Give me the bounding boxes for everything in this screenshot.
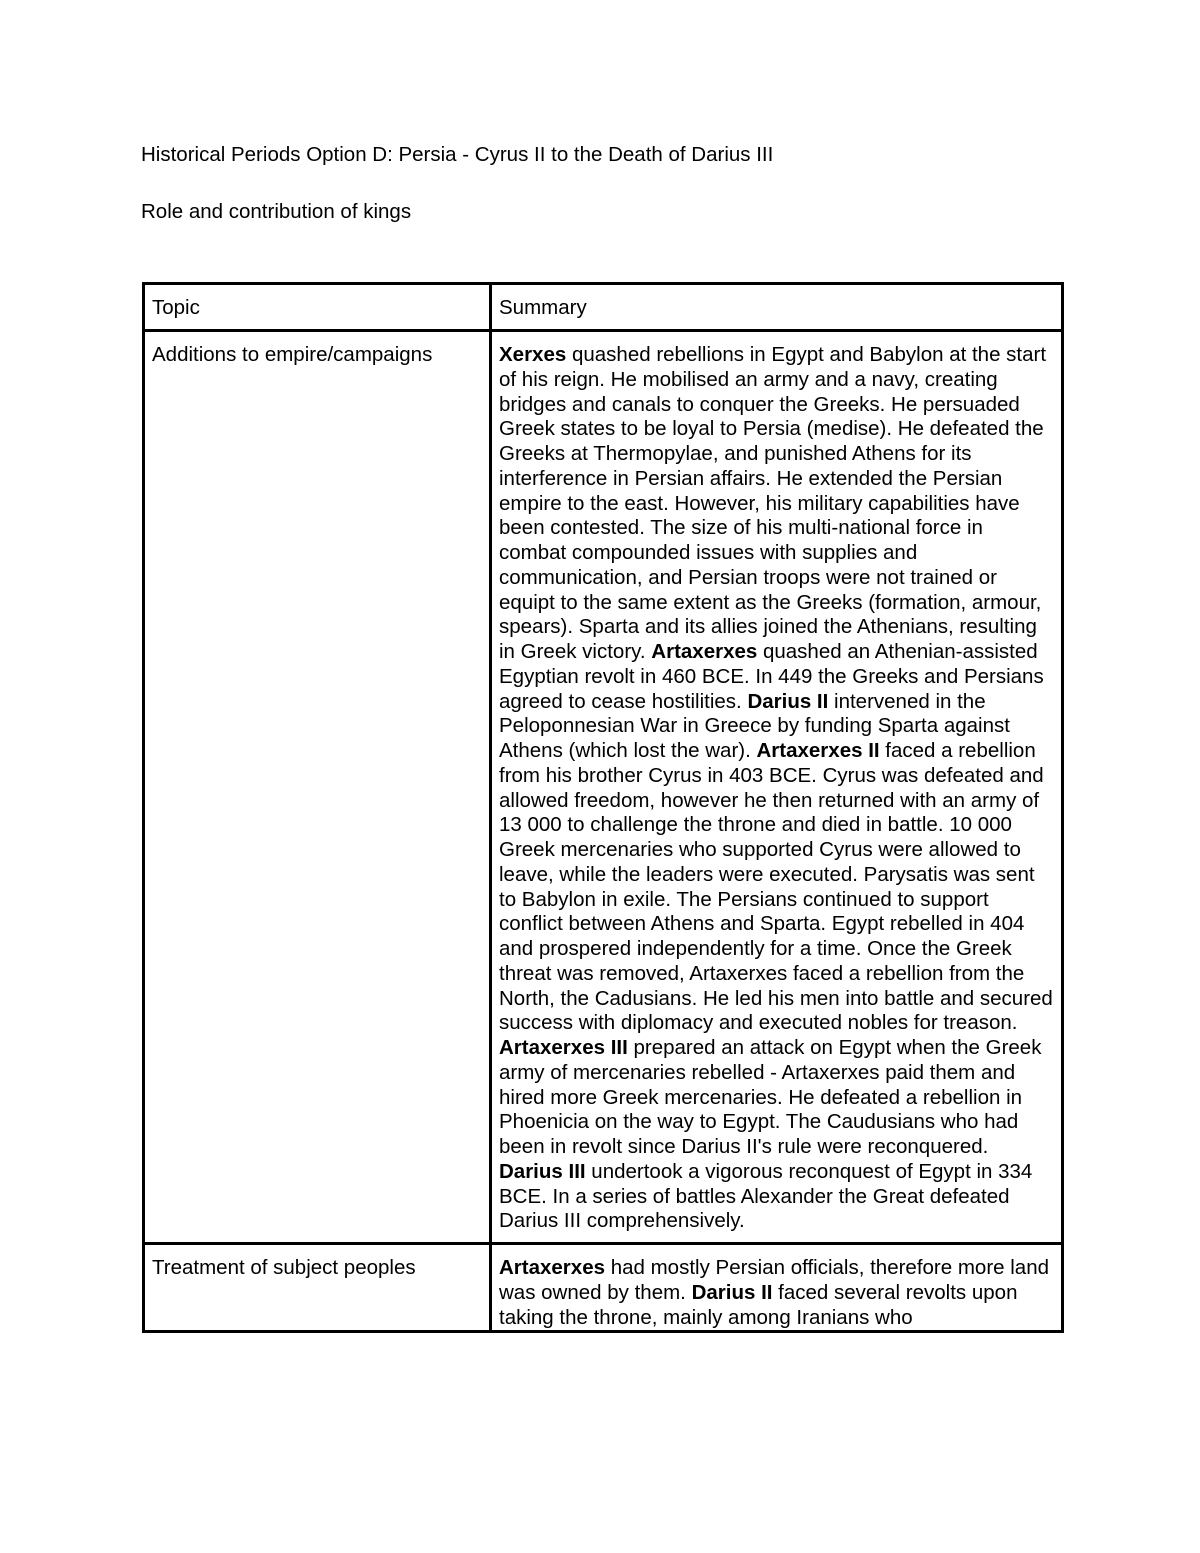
summary-text-segment: Artaxerxes III [499,1036,628,1059]
summary-text-segment: Artaxerxes II [756,739,880,762]
document-subtitle: Role and contribution of kings [141,200,412,223]
summary-text-segment: prepared an attack on Egypt when the Greek army of mercenaries rebelled - Artaxerxes paid them and hired more Greek mercenaries. He defeated a rebellion in Phoenicia on the way to Egypt. The Caudusians who had been in revolt since Darius II's rule were reconquered. [499,1036,1042,1158]
column-header-summary: Summary [491,284,1063,331]
summary-text-segment: had mostly Persian officials, therefore more land was owned by them. [499,1256,1050,1304]
kings-summary-table [142,282,1064,1333]
summary-text-segment: Artaxerxes [499,1256,605,1279]
summary-text-segment: undertook a vigorous reconquest of Egypt in 334 BCE. In a series of battles Alexander the Great defeated Darius III comprehensively. [499,1159,1033,1233]
summary-text-segment: Darius II [747,689,829,713]
summary-text-segment: intervened in the Peloponnesian War in Greece by funding Sparta against Athens (which lost the war). [499,689,1010,762]
summary-cell [491,331,1063,1244]
summary-text-segment: Xerxes [499,343,567,366]
summary-text-segment: Darius III [499,1159,586,1183]
summary-text-segment: quashed an Athenian-assisted Egyptian revolt in 460 BCE. In 449 the Greeks and Persians agreed to cease hostilities. [499,640,1044,713]
summary-text-segment: Darius II [691,1280,773,1304]
summary-text-segment: quashed rebellions in Egypt and Babylon at the start of his reign. He mobilised an army and a navy, creating bridges and canals to conquer the Greeks. He persuaded Greek states to be loyal to Persia (medise). He defeated the Greeks at Thermopylae, and punished Athens for its interference in Persian affairs. He extended the Persian empire to the east. However, his military capabilities have been contested. The size of his multi-national force in combat compounded issues with supplies and communication, and Persian troops were not trained or equipt to the same extent as the Greeks (formation, armour, spears). Sparta and its allies joined the Athenians, resulting in Greek victory. [499,343,1047,663]
topic-cell: Treatment of subject peoples [144,1244,491,1332]
summary-text-segment: Artaxerxes [651,640,758,663]
document-title: Historical Periods Option D: Persia - Cyrus II to the Death of Darius III [141,143,774,166]
summary-text-segment: faced several revolts upon taking the throne, mainly among Iranians who [499,1280,1018,1329]
table-header-row [144,284,1063,331]
table-row [144,1244,1063,1332]
topic-cell: Additions to empire/campaigns [144,331,491,1244]
column-header-topic: Topic [144,284,491,331]
summary-text-segment: faced a rebellion from his brother Cyrus in 403 BCE. Cyrus was defeated and allowed freedom, however he then returned with an army of 13 000 to challenge the throne and died in battle. 10 000 Greek mercenaries who supported Cyrus were allowed to leave, while the leaders were executed. Parysatis was sent to Babylon in exile. The Persians continued to support conflict between Athens and Sparta. Egypt rebelled in 404 and prospered independently for a time. Once the Greek threat was removed, Artaxerxes faced a rebellion from the North, the Cadusians. He led his men into battle and secured success with diplomacy and executed nobles for treason. [499,739,1053,1035]
table-row [144,331,1063,1244]
summary-cell [491,1244,1063,1332]
